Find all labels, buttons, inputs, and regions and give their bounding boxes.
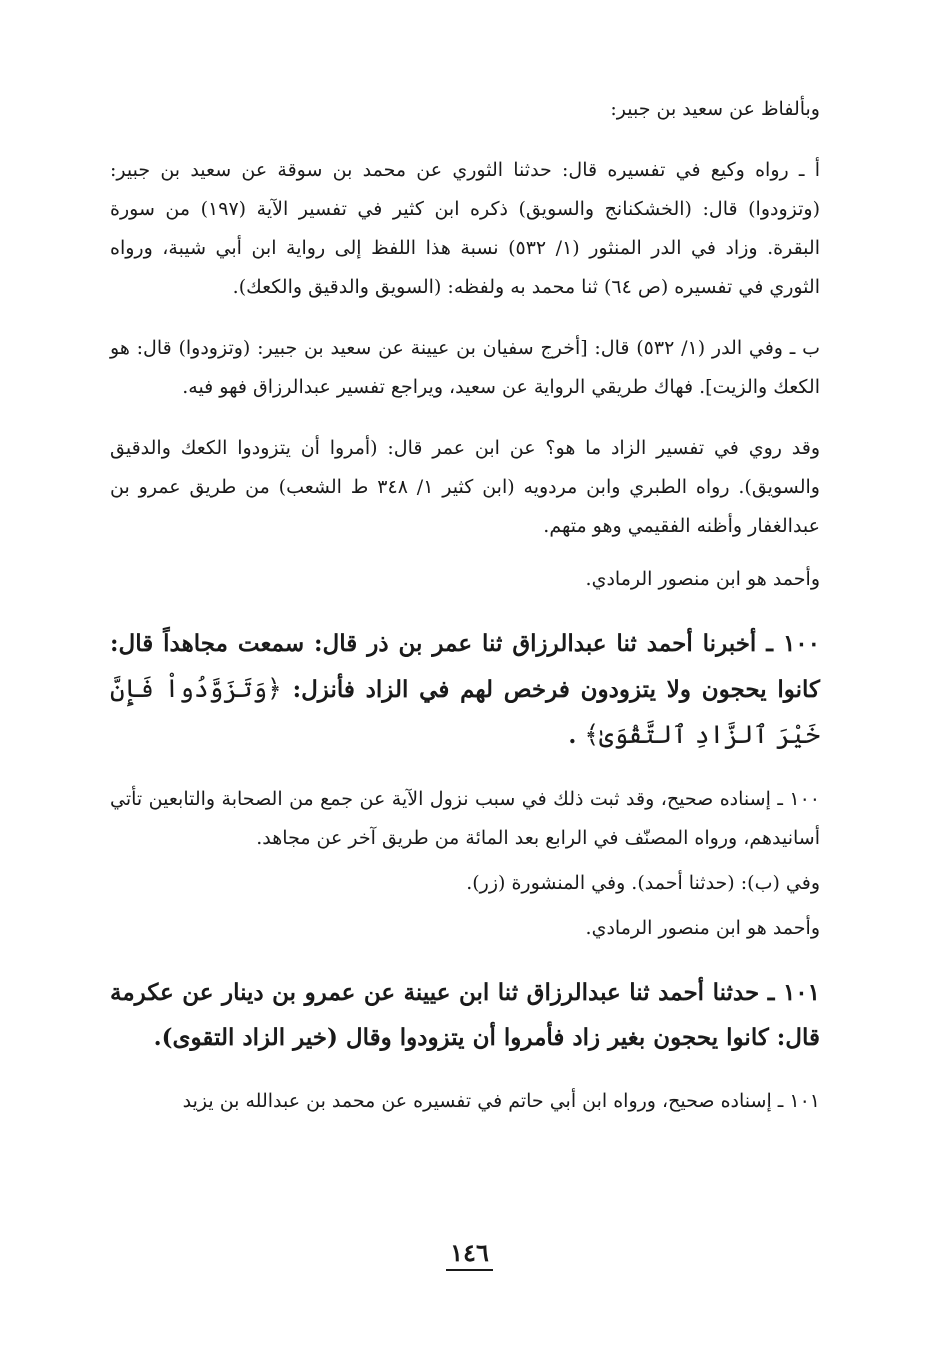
note-ibn-umar: وقد روي في تفسير الزاد ما هو؟ عن ابن عمر قال: (أمروا أن يتزودوا الكعك والدقيق والسويق). رواه الطبري وابن مردويه (ابن كثير ١/ ٣٤٨ ط الشعب) من طريق عمرو بن عبدالغفار وأظنه الفقيمي وهو متهم. — [110, 437, 820, 537]
commentary-100-ahmad: وأحمد هو ابن منصور الرمادي. — [585, 917, 820, 939]
quran-verse: ﴿وَتَزَوَّدُواْ فَإِنَّ خَيْرَ ٱلزَّادِ ٱلتَّقْوَىٰ﴾ — [110, 674, 820, 749]
commentary-100: ١٠٠ ـ إسناده صحيح، وقد ثبت ذلك في سبب نزول الآية عن جمع من الصحابة والتابعين تأتي أسانيدهم، ورواه المصنّف في الرابع بعد المائة من طريق آخر عن مجاهد. — [110, 788, 820, 849]
hadith-100-end: . — [568, 722, 577, 749]
note-ba: ب ـ وفي الدر (١/ ٥٣٢) قال: [أخرج سفيان بن عيينة عن سعيد بن جبير: (وتزودوا) قال: هو الكعك والزيت]. فهاك طريقي الرواية عن سعيد، ويراجع تفسير عبدالرزاق فهو فيه. — [110, 337, 820, 398]
page-number-value: ١٤٦ — [446, 1238, 493, 1271]
page-body — [110, 90, 820, 1121]
note-ahmad-identity: وأحمد هو ابن منصور الرمادي. — [585, 568, 820, 590]
hadith-100-text: ١٠٠ ـ أخبرنا أحمد ثنا عبدالرزاق ثنا عمر بن ذر قال: سمعت مجاهداً قال: كانوا يحجون ولا يتزودون فرخص لهم في الزاد فأنزل: — [110, 630, 820, 703]
commentary-100-variant: وفي (ب): (حدثنا أحمد). وفي المنشورة (زر). — [466, 872, 820, 894]
page-number — [0, 1238, 939, 1271]
commentary-101: ١٠١ ـ إسناده صحيح، ورواه ابن أبي حاتم في تفسيره عن محمد بن عبدالله بن يزيد — [182, 1090, 820, 1112]
hadith-101: ١٠١ ـ حدثنا أحمد ثنا عبدالرزاق ثنا ابن عيينة عن عمرو بن دينار عن عكرمة قال: كانوا يحجون بغير زاد فأمروا أن يتزودوا وقال (خير الزاد التقوى). — [110, 979, 820, 1051]
note-alif: أ ـ رواه وكيع في تفسيره قال: حدثنا الثوري عن محمد بن سوقة عن سعيد بن جبير: (وتزودوا) قال: (الخشكنانج والسويق) ذكره ابن كثير في تفسير الآية (١٩٧) من سورة البقرة. وزاد في الدر المنثور (١/ ٥٣٢) نسبة هذا اللفظ إلى رواية ابن أبي شيبة، ورواه الثوري في تفسيره (ص ٦٤) ثنا محمد به ولفظه: (السويق والدقيق والكعك). — [110, 159, 820, 298]
intro-line: وبألفاظ عن سعيد بن جبير: — [610, 98, 820, 120]
hadith-100 — [110, 621, 820, 758]
